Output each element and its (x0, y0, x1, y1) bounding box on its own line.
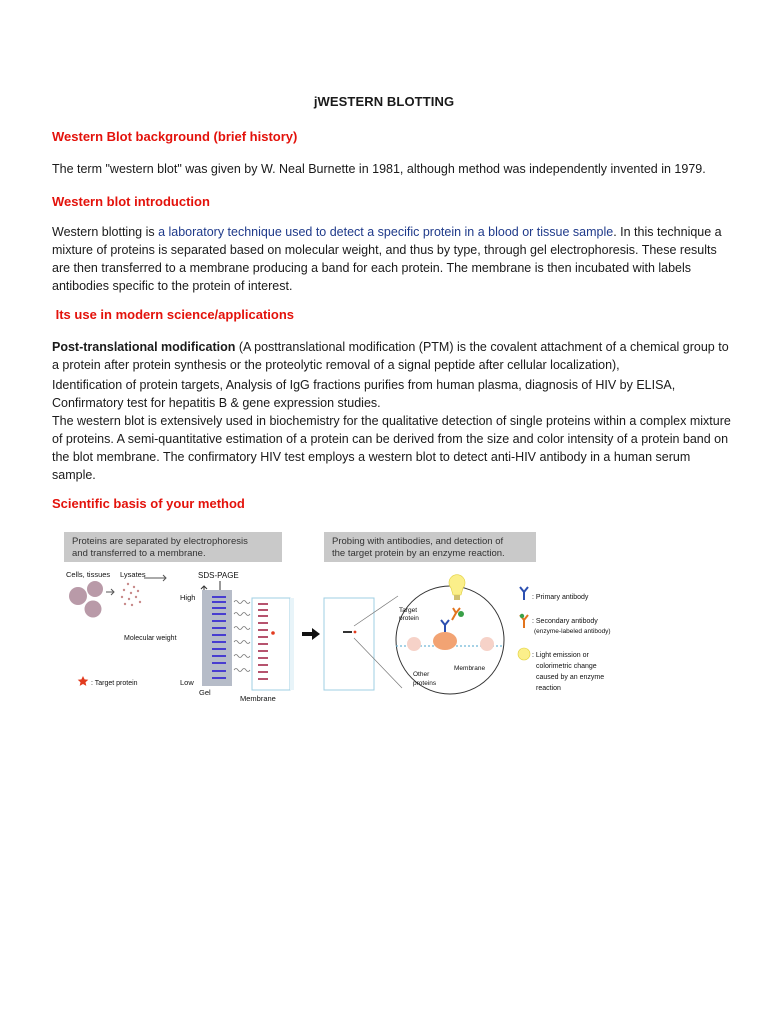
header-right-line1: Probing with antibodies, and detection of (332, 536, 504, 547)
high-label: High (180, 593, 196, 602)
membrane-label-circle: Membrane (454, 665, 486, 672)
intro-definition-link[interactable]: a laboratory technique used to detect a specific protein in a blood or tissue sample (158, 225, 614, 239)
cell-icon (69, 587, 87, 605)
header-right-line2: the target protein by an enzyme reaction. (332, 548, 505, 559)
other-label-line1: Other (413, 671, 430, 678)
cell-icon (85, 601, 102, 618)
primary-antibody-legend-icon (520, 587, 528, 600)
cell-icon (87, 581, 103, 597)
enzyme-icon (458, 611, 464, 617)
secondary-antibody-sublabel: (enzyme-labeled antibody) (534, 628, 611, 635)
low-label: Low (180, 678, 194, 687)
target-marker (271, 631, 275, 635)
heading-applications: Its use in modern science/applications (52, 307, 295, 322)
gel-label: Gel (199, 688, 211, 697)
ptm-label: Post-translational modification (52, 340, 236, 354)
other-label-line2: proteins (413, 680, 437, 687)
enzyme-legend-icon (520, 614, 524, 618)
header-left-line1: Proteins are separated by electrophoresis (72, 536, 248, 547)
primary-antibody-label: : Primary antibody (532, 594, 589, 601)
other-protein (480, 637, 494, 651)
cells-label: Cells, tissues (66, 570, 111, 579)
diagram-svg (62, 528, 662, 708)
other-protein (407, 637, 421, 651)
lysate-dots (121, 583, 141, 606)
light-emission-legend-icon (518, 648, 530, 660)
molecular-weight-label: Molecular weight (124, 635, 177, 642)
target-protein-legend: : Target protein (91, 680, 138, 687)
transfer-waves (234, 601, 250, 672)
ptm-text: (A posttranslational modification (PTM) is the covalent attachment of a chemical group to a protein after protein synthesis or the proteolytic removal of a signal peptide after cellular localization), (52, 340, 729, 372)
paragraph-identification: Identification of protein targets, Analysis of IgG fractions purifies from human plasma, diagnosis of HIV by ELISA, Confirmatory test for hepatitis B & gene expression studies. (52, 378, 676, 410)
paragraph-ptm (52, 338, 732, 374)
sds-page-label: SDS-PAGE (198, 571, 239, 580)
target-label-line2: protein (399, 615, 419, 622)
heading-background: Western Blot background (brief history) (52, 129, 298, 144)
intro-rest: . In this technique a mixture of proteins is separated based on molecular weight, and thus by type, through gel electrophoresis. These results are then transferred to a membrane producing a band for each protein. The membrane is then incubated with labels antibodies specific to the protein of interest. (52, 225, 722, 293)
intro-lead: Western blotting is (52, 225, 159, 239)
document-title: jWESTERN BLOTTING (313, 94, 455, 109)
paragraph-introduction (52, 223, 732, 295)
target-label-line1: Target (399, 607, 418, 614)
bulb-base (454, 595, 460, 600)
target-star-icon (78, 676, 89, 686)
membrane-edge (290, 598, 294, 690)
target-marker (354, 631, 357, 634)
lysates-label: Lysates (120, 570, 146, 579)
western-blot-diagram (62, 528, 662, 708)
light-line4: reaction (536, 685, 561, 692)
probed-membrane-panel (324, 598, 374, 690)
paragraph-usage: The western blot is extensively used in biochemistry for the qualitative detection of single proteins within a complex mixture of proteins. A semi-quantitative estimation of a protein can be derived from the size and color intensity of a protein band on the blot membrane. The confirmatory HIV test employs a western blot to detect anti-HIV antibody in a human serum sample. (52, 414, 731, 482)
target-protein-blob (433, 632, 457, 650)
arrow-icon (106, 589, 114, 595)
light-line3: caused by an enzyme (536, 674, 605, 681)
light-line1: : Light emission or (532, 652, 589, 659)
arrow-icon (144, 575, 166, 581)
heading-scientific-basis: Scientific basis of your method (52, 496, 245, 511)
membrane-panel (252, 598, 290, 690)
process-arrow-icon (302, 628, 320, 640)
light-line2: colorimetric change (536, 663, 597, 670)
paragraph-background: The term "western blot" was given by W. Neal Burnette in 1981, although method was independently invented in 1979. (52, 162, 706, 176)
header-left-line2: and transferred to a membrane. (72, 548, 206, 559)
membrane-label: Membrane (240, 694, 276, 703)
secondary-antibody-label: : Secondary antibody (532, 618, 598, 625)
heading-introduction: Western blot introduction (52, 194, 210, 209)
